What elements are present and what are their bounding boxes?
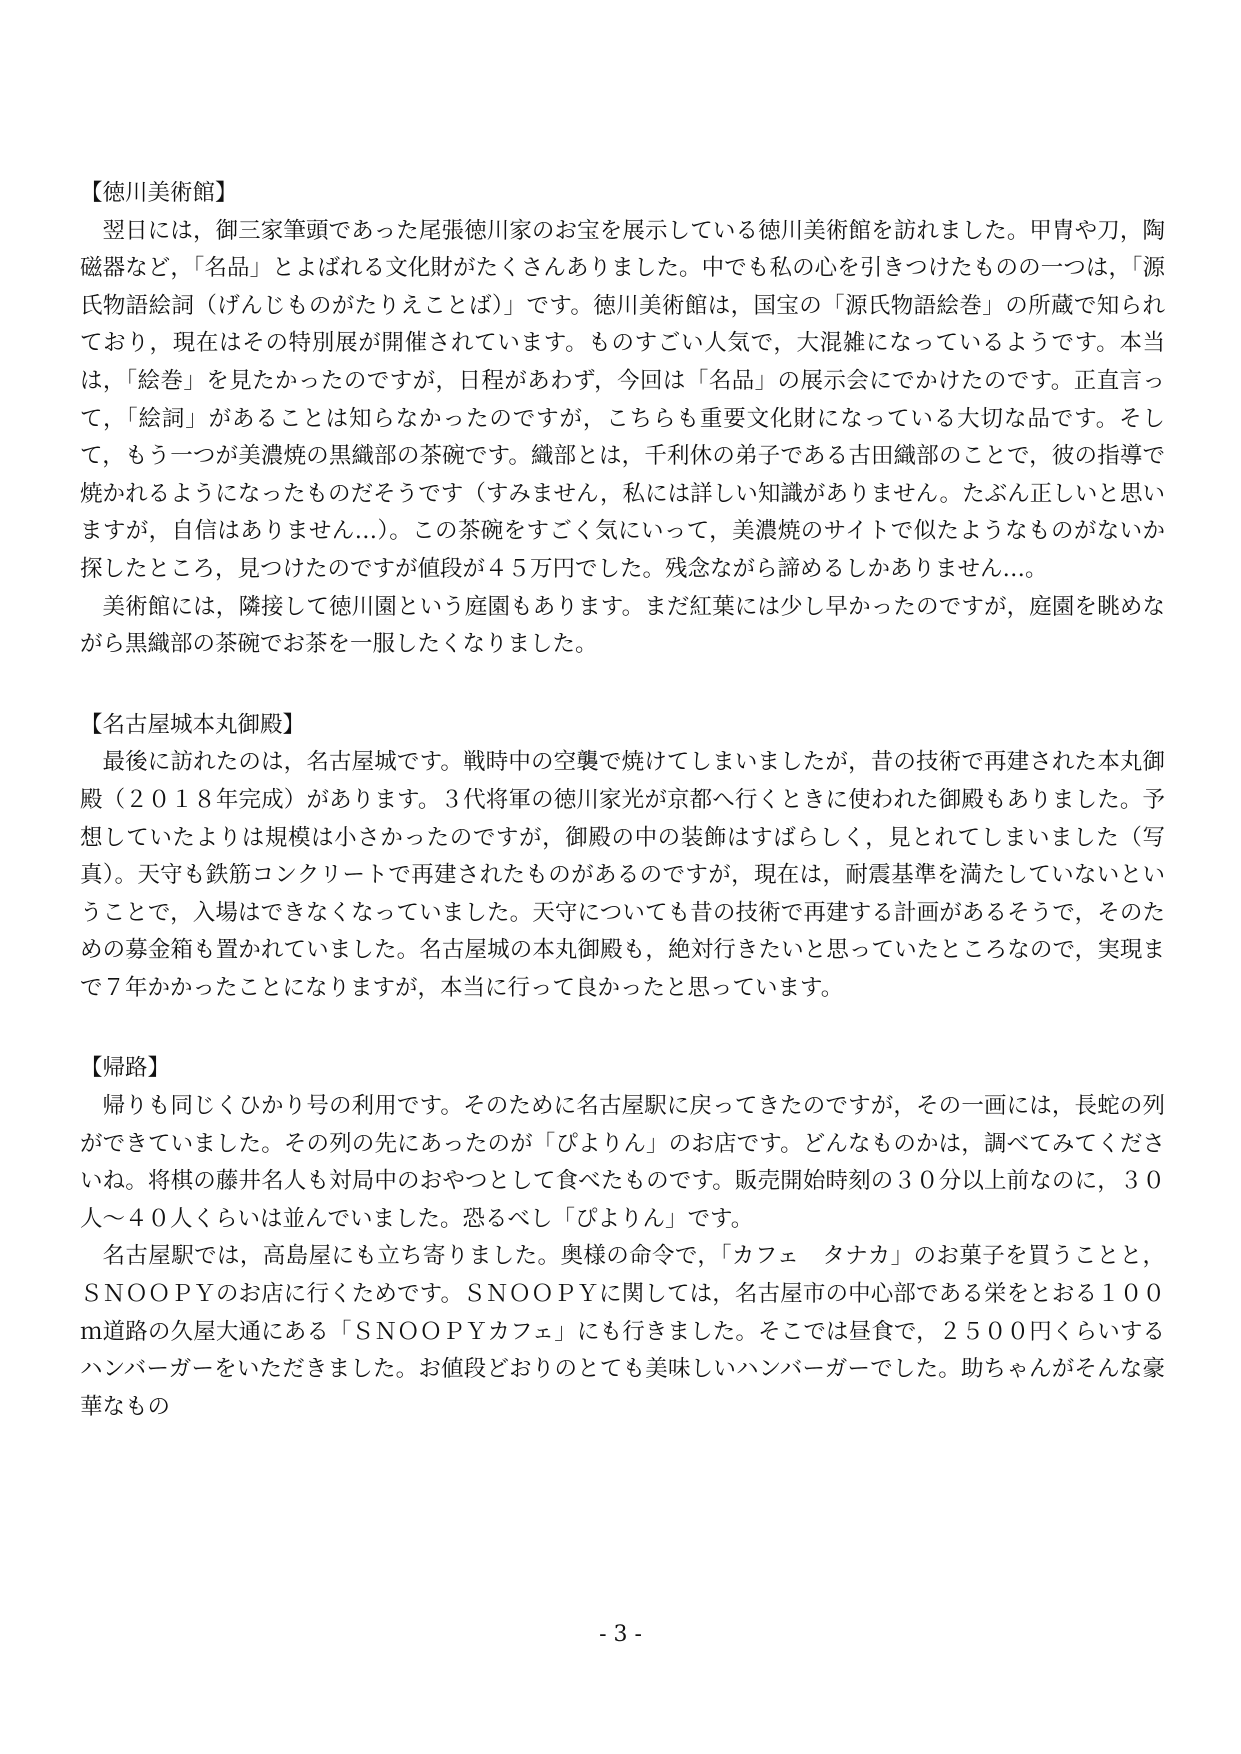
page-number: - 3 - <box>599 1622 642 1647</box>
paragraph: 翌日には，御三家筆頭であった尾張徳川家のお宝を展示している徳川美術館を訪れました。甲冑や刀，陶磁器など，「名品」とよばれる文化財がたくさんありました。中でも私の心を引きつけたものの一つは，「源氏物語絵詞（げんじものがたりえことば）」です。徳川美術館は，国宝の「源氏物語絵巻」の所蔵で知られており，現在はその特別展が開催されています。ものすごい人気で，大混雑になっているようです。本当は，「絵巻」を見たかったのですが，日程があわず，今回は「名品」の展示会にでかけたのです。正直言って，「絵詞」があることは知らなかったのですが，こちらも重要文化財になっている大切な品です。そして，もう一つが美濃焼の黒織部の茶碗です。織部とは，千利休の弟子である古田織部のことで，彼の指導で焼かれるようになったものだそうです（すみません，私には詳しい知識がありません。たぶん正しいと思いますが，自信はありません…）。この茶碗をすごく気にいって，美濃焼のサイトで似たようなものがないか探したところ，見つけたのですが値段が４５万円でした。残念ながら諦めるしかありません…。 <box>80 217 1165 582</box>
paragraph: 名古屋駅では，高島屋にも立ち寄りました。奥様の命令で，「カフェ タナカ」のお菓子を買うことと，ＳＮＯＯＰＹのお店に行くためです。ＳＮＯＯＰＹに関しては，名古屋市の中心部である栄をとおる１００ｍ道路の久屋大通にある「ＳＮＯＯＰＹカフェ」にも行きました。そこでは昼食で，２５００円くらいするハンバーガーをいただきました。お値段どおりのとても美味しいハンバーガーでした。助ちゃんがそんな豪華なもの <box>80 1243 1165 1420</box>
paragraph: 最後に訪れたのは，名古屋城です。戦時中の空襲で焼けてしまいましたが，昔の技術で再建された本丸御殿（２０１８年完成）があります。３代将軍の徳川家光が京都へ行くときに使われた御殿もありました。予想していたよりは規模は小さかったのですが，御殿の中の装飾はすばらしく，見とれてしまいました（写真）。天守も鉄筋コンクリートで再建されたものがあるのですが，現在は，耐震基準を満たしていないということで，入場はできなくなっていました。天守についても昔の技術で再建する計画があるそうで，そのための募金箱も置かれていました。名古屋城の本丸御殿も，絶対行きたいと思っていたところなので，実現まで７年かかったことになりますが，本当に行って良かったと思っています。 <box>80 749 1165 1001</box>
section-nagoya-castle <box>80 707 1165 1008</box>
section-tokugawa-museum <box>80 175 1165 664</box>
section-return-trip <box>80 1050 1165 1426</box>
document-body <box>80 175 1165 1469</box>
paragraph: 美術館には，隣接して徳川園という庭園もあります。まだ紅葉には少し早かったのですが，庭園を眺めながら黒織部の茶碗でお茶を一服したくなりました。 <box>80 593 1165 658</box>
section-heading: 【名古屋城本丸御殿】 <box>80 711 306 738</box>
section-heading: 【徳川美術館】 <box>80 180 238 206</box>
paragraph: 帰りも同じくひかり号の利用です。そのために名古屋駅に戻ってきたのですが，その一画には，長蛇の列ができていました。その列の先にあったのが「ぴよりん」のお店です。どんなものかは，調べてみてくださいね。将棋の藤井名人も対局中のおやつとして食べたものです。販売開始時刻の３０分以上前なのに，３０人～４０人くらいは並んでいました。恐るべし「ぴよりん」です。 <box>80 1093 1165 1232</box>
section-heading: 【帰路】 <box>80 1055 171 1082</box>
